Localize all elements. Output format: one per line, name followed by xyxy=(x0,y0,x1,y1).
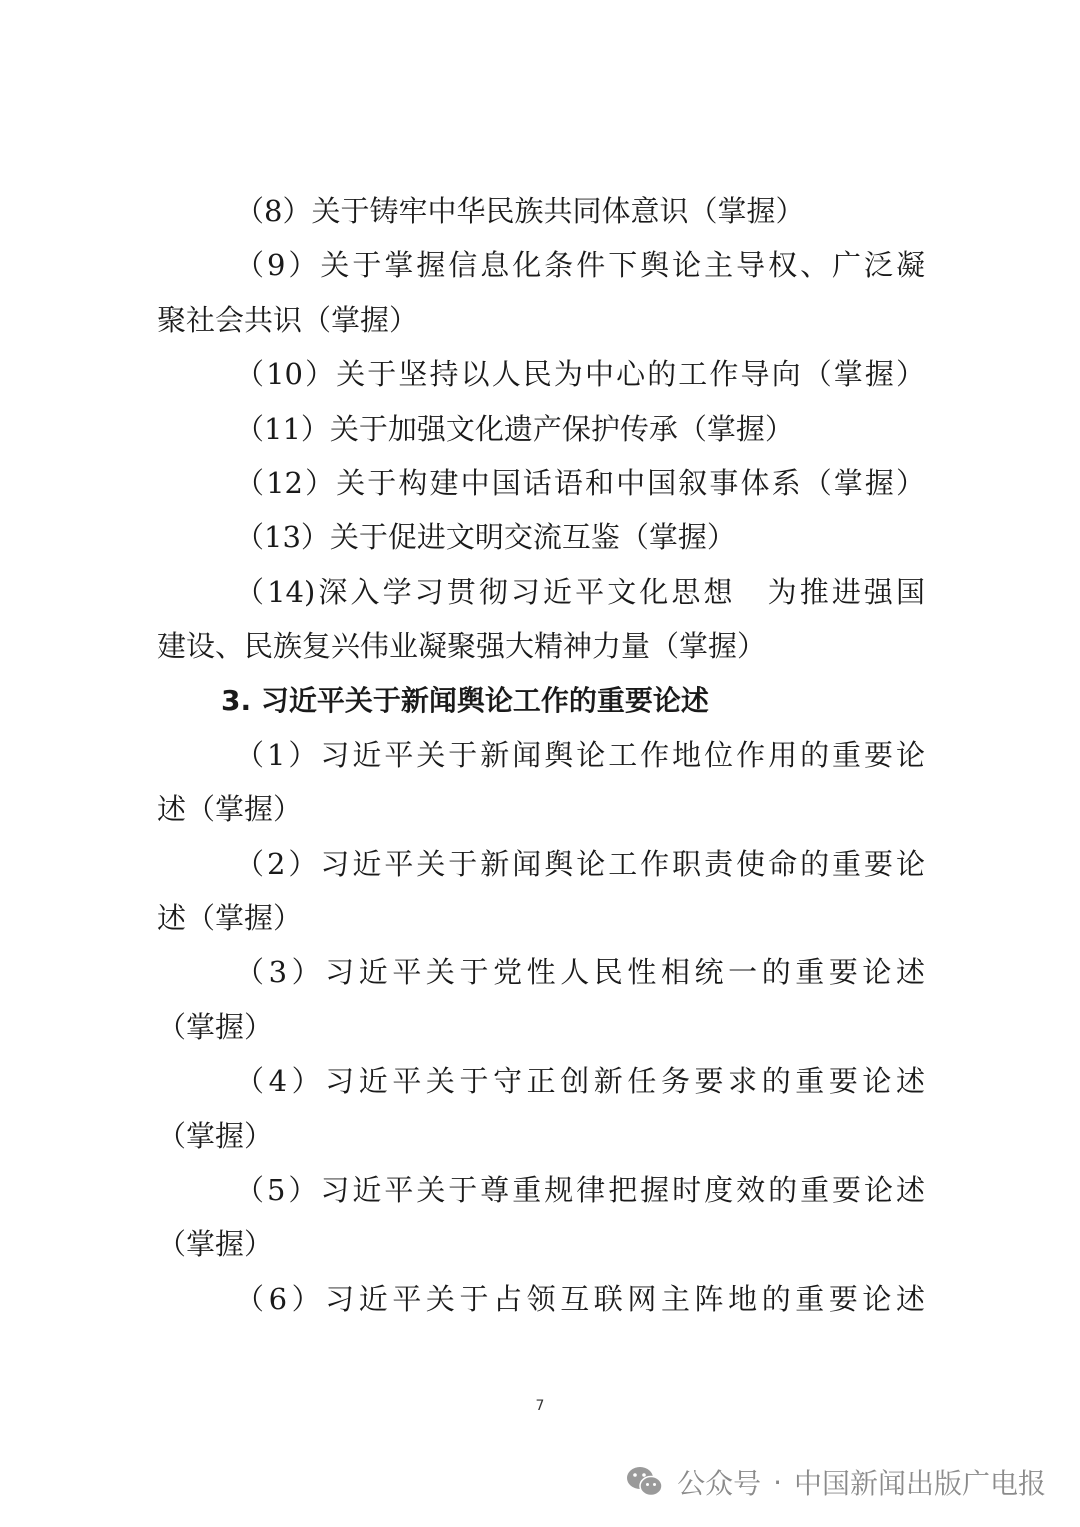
text-line: （2）习近平关于新闻舆论工作职责使命的重要论 xyxy=(235,846,925,881)
text-line: （掌握） xyxy=(157,1118,274,1153)
text-line: 建设、民族复兴伟业凝聚强大精神力量（掌握） xyxy=(157,629,767,664)
text-line: （6）习近平关于占领互联网主阵地的重要论述 xyxy=(235,1281,925,1316)
text-line: （10）关于坚持以人民为中心的工作导向（掌握） xyxy=(235,357,925,392)
text-line: （14)深入学习贯彻习近平文化思想 为推进强国 xyxy=(235,574,925,609)
text-line: （8）关于铸牢中华民族共同体意识（掌握） xyxy=(235,194,805,228)
watermark-separator: · xyxy=(773,1465,782,1499)
page-number: 7 xyxy=(535,1398,545,1414)
text-line: （1）习近平关于新闻舆论工作地位作用的重要论 xyxy=(235,737,925,772)
text-line: （掌握） xyxy=(157,1227,274,1262)
text-line: 述（掌握） xyxy=(157,792,303,827)
watermark xyxy=(625,1460,1046,1504)
text-line: （12）关于构建中国话语和中国叙事体系（掌握） xyxy=(235,465,925,500)
wechat-icon xyxy=(625,1465,665,1499)
text-line: （掌握） xyxy=(157,1009,274,1044)
text-line: （3）习近平关于党性人民性相统一的重要论述 xyxy=(235,955,925,990)
section-heading: 3. 习近平关于新闻舆论工作的重要论述 xyxy=(221,683,709,717)
watermark-label: 公众号 xyxy=(677,1467,762,1500)
document-body xyxy=(157,184,925,1326)
text-line: （11）关于加强文化遗产保护传承（掌握） xyxy=(235,411,794,446)
text-line: （9）关于掌握信息化条件下舆论主导权、广泛凝 xyxy=(235,248,925,283)
text-line: （4）习近平关于守正创新任务要求的重要论述 xyxy=(235,1064,925,1099)
text-line: 聚社会共识（掌握） xyxy=(157,302,419,337)
text-line: （13）关于促进文明交流互鉴（掌握） xyxy=(235,520,736,555)
text-line: 述（掌握） xyxy=(157,901,303,936)
text-line: （5）习近平关于尊重规律把握时度效的重要论述 xyxy=(235,1173,925,1208)
watermark-account: 中国新闻出版广电报 xyxy=(793,1467,1046,1500)
